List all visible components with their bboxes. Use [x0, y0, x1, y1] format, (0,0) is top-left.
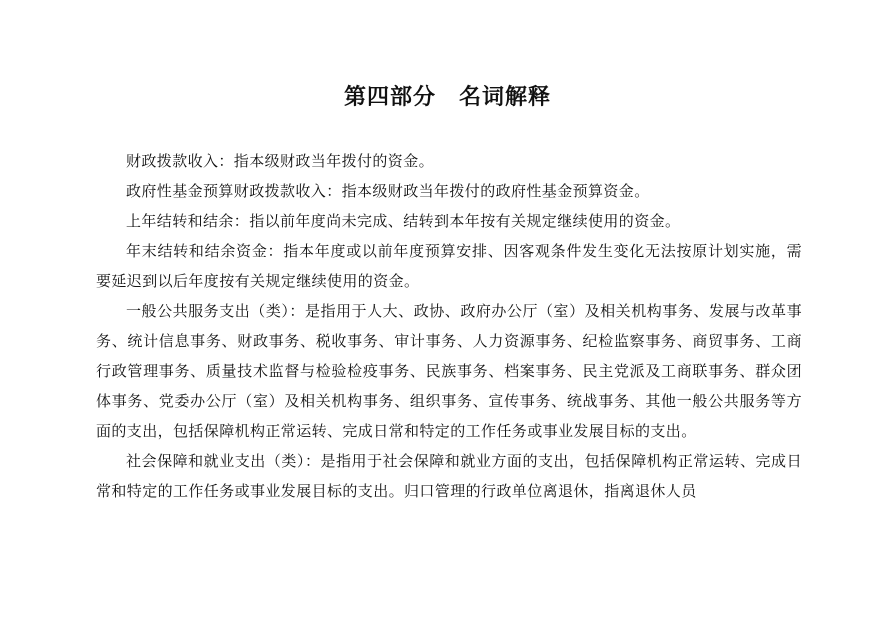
paragraph-prior-year-carryover: 上年结转和结余：指以前年度尚未完成、结转到本年按有关规定继续使用的资金。	[126, 212, 681, 230]
document-body	[96, 146, 802, 506]
page-title: 第四部分 名词解释	[343, 85, 551, 110]
paragraph-fiscal-appropriation-income: 财政拨款收入：指本级财政当年拨付的资金。	[126, 152, 435, 170]
paragraph-general-public-services: 一般公共服务支出（类）：是指用于人大、政协、政府办公厅（室）及相关机构事务、发展与改革事务、统计信息事务、财政事务、税收事务、审计事务、人力资源事务、纪检监察事务、商贸事务、工商行政管理事务、质量技术监督与检验检疫事务、民族事务、档案事务、民主党派及工商联事务、群众团体事务、党委办公厅（室）及相关机构事务、组织事务、宣传事务、统战事务、其他一般公共服务等方面的支出，包括保障机构正常运转、完成日常和特定的工作任务或事业发展目标的支出。	[96, 302, 802, 440]
paragraph-government-fund-income: 政府性基金预算财政拨款收入：指本级财政当年拨付的政府性基金预算资金。	[126, 182, 650, 200]
paragraph-social-security-employment: 社会保障和就业支出（类）：是指用于社会保障和就业方面的支出，包括保障机构正常运转、完成日常和特定的工作任务或事业发展目标的支出。归口管理的行政单位离退休，指离退休人员	[96, 452, 802, 500]
paragraph-year-end-carryover: 年末结转和结余资金：指本年度或以前年度预算安排、因客观条件发生变化无法按原计划实施，需要延迟到以后年度按有关规定继续使用的资金。	[96, 242, 802, 290]
